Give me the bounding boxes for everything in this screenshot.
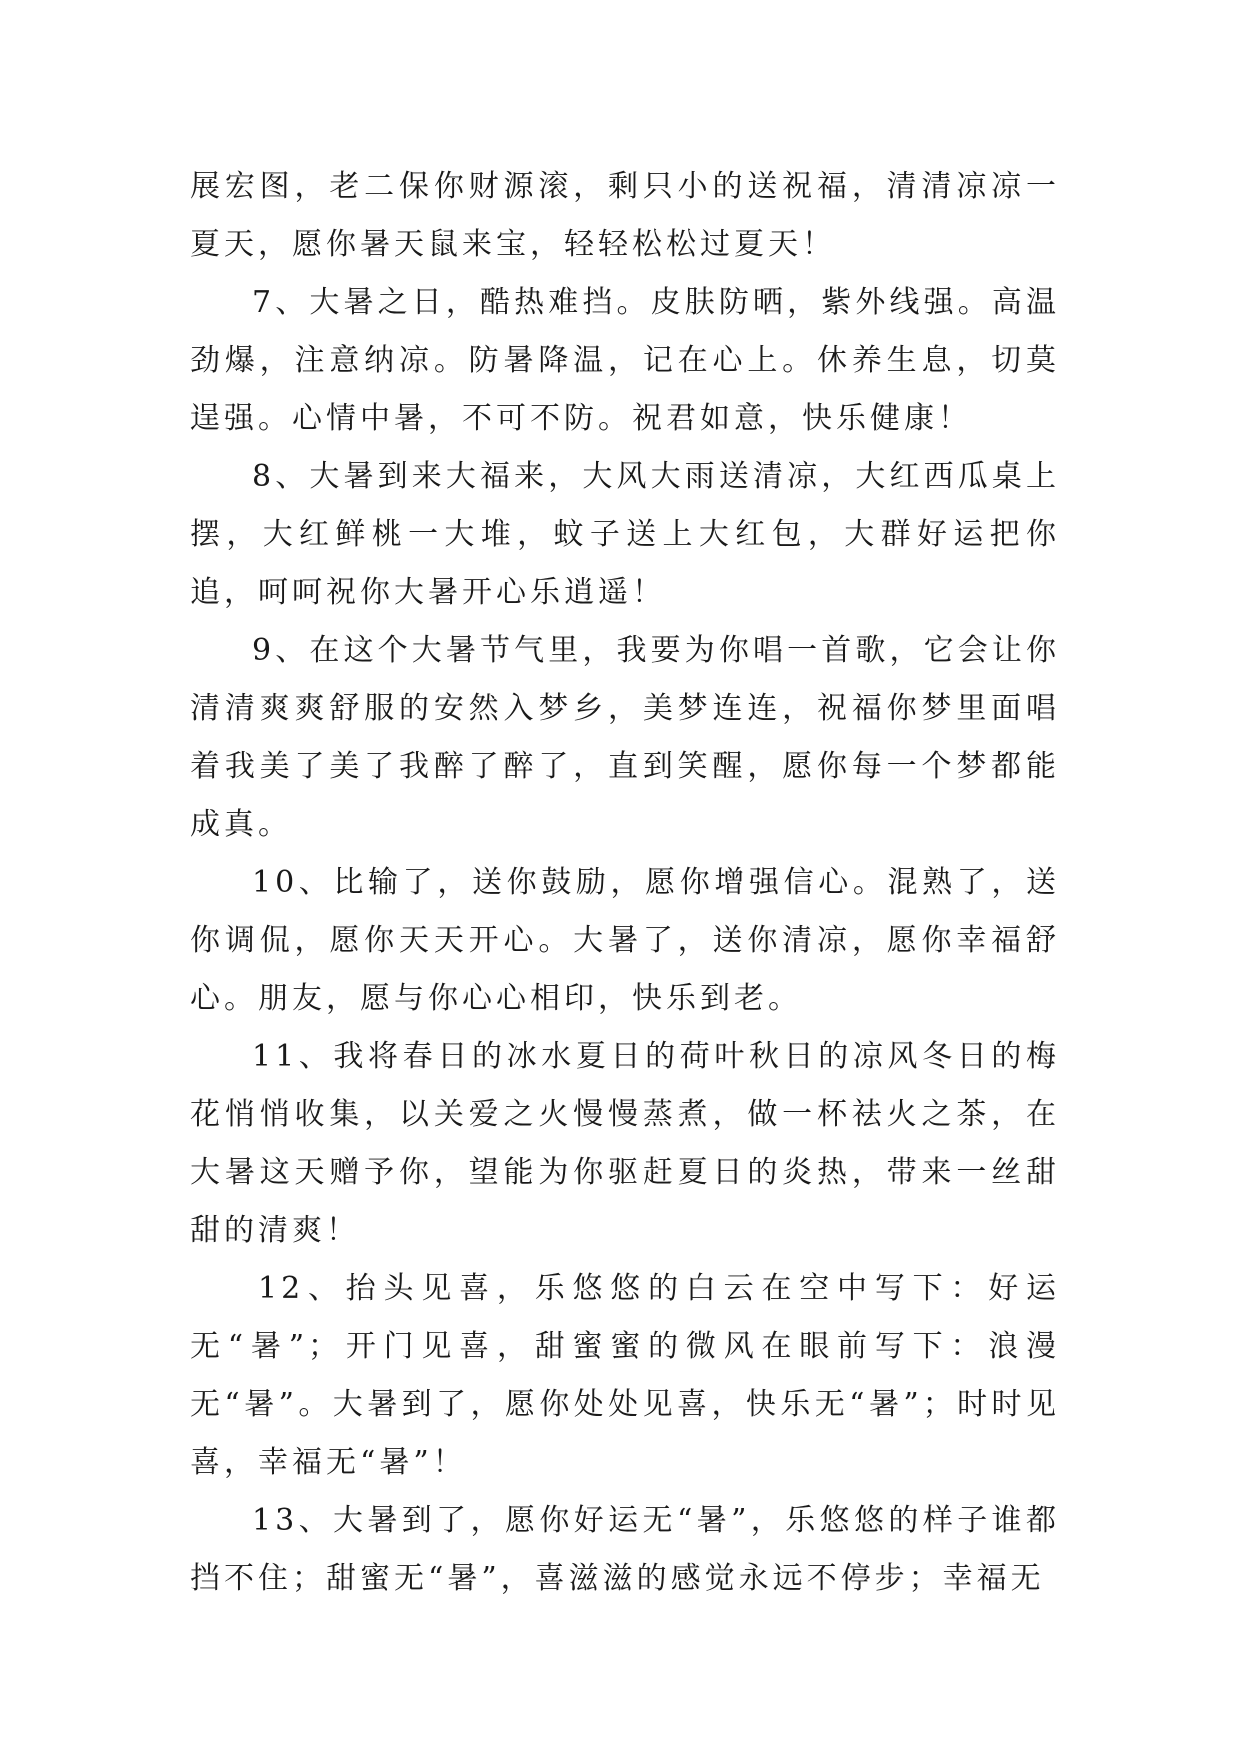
document-body [190, 158, 1060, 1608]
paragraph-8: 8、大暑到来大福来，大风大雨送清凉，大红西瓜桌上摆，大红鲜桃一大堆，蚊子送上大红包，大群好运把你追，呵呵祝你大暑开心乐逍遥！ [190, 459, 1060, 610]
paragraph-11: 11、我将春日的冰水夏日的荷叶秋日的凉风冬日的梅花悄悄收集，以关爱之火慢慢蒸煮，做一杯祛火之茶，在大暑这天赠予你，望能为你驱赶夏日的炎热，带来一丝甜甜的清爽！ [190, 1039, 1060, 1248]
paragraph-12: 12、抬头见喜，乐悠悠的白云在空中写下：好运无“暑”；开门见喜，甜蜜蜜的微风在眼前写下：浪漫无“暑”。大暑到了，愿你处处见喜，快乐无“暑”；时时见喜，幸福无“暑”！ [190, 1271, 1060, 1480]
paragraph-13: 13、大暑到了，愿你好运无“暑”，乐悠悠的样子谁都挡不住；甜蜜无“暑”，喜滋滋的感觉永远不停步；幸福无 [190, 1503, 1060, 1596]
paragraph-6-continued: 展宏图，老二保你财源滚，剩只小的送祝福，清清凉凉一夏天，愿你暑天鼠来宝，轻轻松松过夏天！ [190, 169, 1060, 262]
paragraph-10: 10、比输了，送你鼓励，愿你增强信心。混熟了，送你调侃，愿你天天开心。大暑了，送你清凉，愿你幸福舒心。朋友，愿与你心心相印，快乐到老。 [190, 865, 1060, 1016]
paragraph-9: 9、在这个大暑节气里，我要为你唱一首歌，它会让你清清爽爽舒服的安然入梦乡，美梦连连，祝福你梦里面唱着我美了美了我醉了醉了，直到笑醒，愿你每一个梦都能成真。 [190, 633, 1060, 842]
paragraph-7: 7、大暑之日，酷热难挡。皮肤防晒，紫外线强。高温劲爆，注意纳凉。防暑降温，记在心上。休养生息，切莫逞强。心情中暑，不可不防。祝君如意，快乐健康！ [190, 285, 1060, 436]
